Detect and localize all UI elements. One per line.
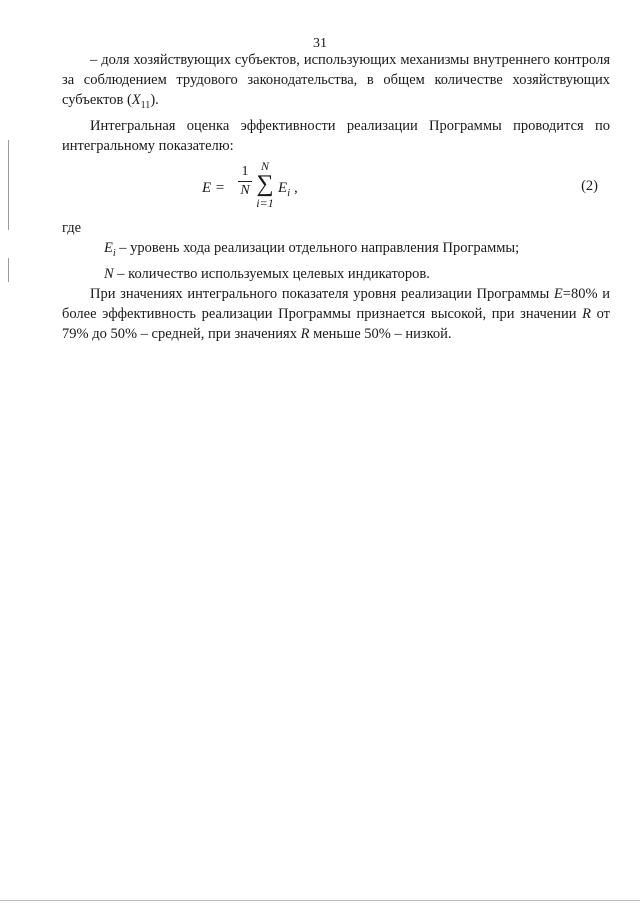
page-number: 31 xyxy=(313,36,327,51)
fraction-denominator: N xyxy=(240,182,250,198)
variable-x-subscript: 11 xyxy=(140,99,151,111)
symbol-e: E xyxy=(104,239,113,256)
paragraph-text: меньше 50% – низкой. xyxy=(309,325,452,342)
symbol-n: N xyxy=(104,265,114,282)
symbol-r: R xyxy=(582,305,591,322)
scan-edge-mark xyxy=(8,140,9,230)
sum-lower-limit: i=1 xyxy=(256,195,274,210)
page-bottom-edge xyxy=(0,900,640,901)
paragraph-text: – доля хозяйствующих субъектов, использующих механизмы внутреннего контроля за соблюдением трудового законодательства, в общем количестве хозяйствующих субъектов ( xyxy=(62,52,610,108)
where-label: где xyxy=(62,219,82,236)
definition-ei xyxy=(104,238,610,264)
symbol-e: E xyxy=(553,285,563,302)
term-subscript: i xyxy=(287,186,291,199)
term-symbol: E xyxy=(278,179,288,196)
paragraph-text: =80% и более эффективность реализации Программы признается высокой, при значении xyxy=(62,285,610,322)
paragraph-evaluation-levels xyxy=(62,284,610,344)
definition-text: – уровень хода реализации отдельного направления Программы; xyxy=(115,239,520,256)
paragraph-text: от 79% до 50% – средней, при значениях xyxy=(62,305,610,342)
summation xyxy=(256,160,274,210)
symbol-e-subscript: i xyxy=(112,247,116,259)
scan-edge-mark xyxy=(8,258,9,282)
definitions-list xyxy=(62,238,610,284)
sum-upper-limit: N xyxy=(260,158,269,173)
definition-n xyxy=(104,264,610,284)
equation-number: (2) xyxy=(581,177,598,194)
document-body xyxy=(62,50,610,344)
sum-symbol: ∑ xyxy=(256,170,274,197)
paragraph-text: При значениях интегрального показателя уровня реализации Программы xyxy=(90,285,554,302)
formula-fraction xyxy=(238,164,252,199)
formula-block xyxy=(62,158,610,216)
symbol-r: R xyxy=(300,325,310,342)
paragraph-integral-assessment: Интегральная оценка эффективности реализации Программы проводится по интегральному показателю: xyxy=(62,117,610,154)
term-tail: , xyxy=(290,179,298,196)
definition-text: – количество используемых целевых индикаторов. xyxy=(113,265,430,282)
paragraph-indicator-definition xyxy=(62,50,610,116)
fraction-bar xyxy=(238,181,252,182)
fraction-numerator: 1 xyxy=(241,163,249,179)
variable-x: X xyxy=(131,92,141,108)
formula-term xyxy=(278,178,298,203)
paragraph-text: ). xyxy=(150,92,159,108)
formula-lhs: E = xyxy=(202,179,226,196)
